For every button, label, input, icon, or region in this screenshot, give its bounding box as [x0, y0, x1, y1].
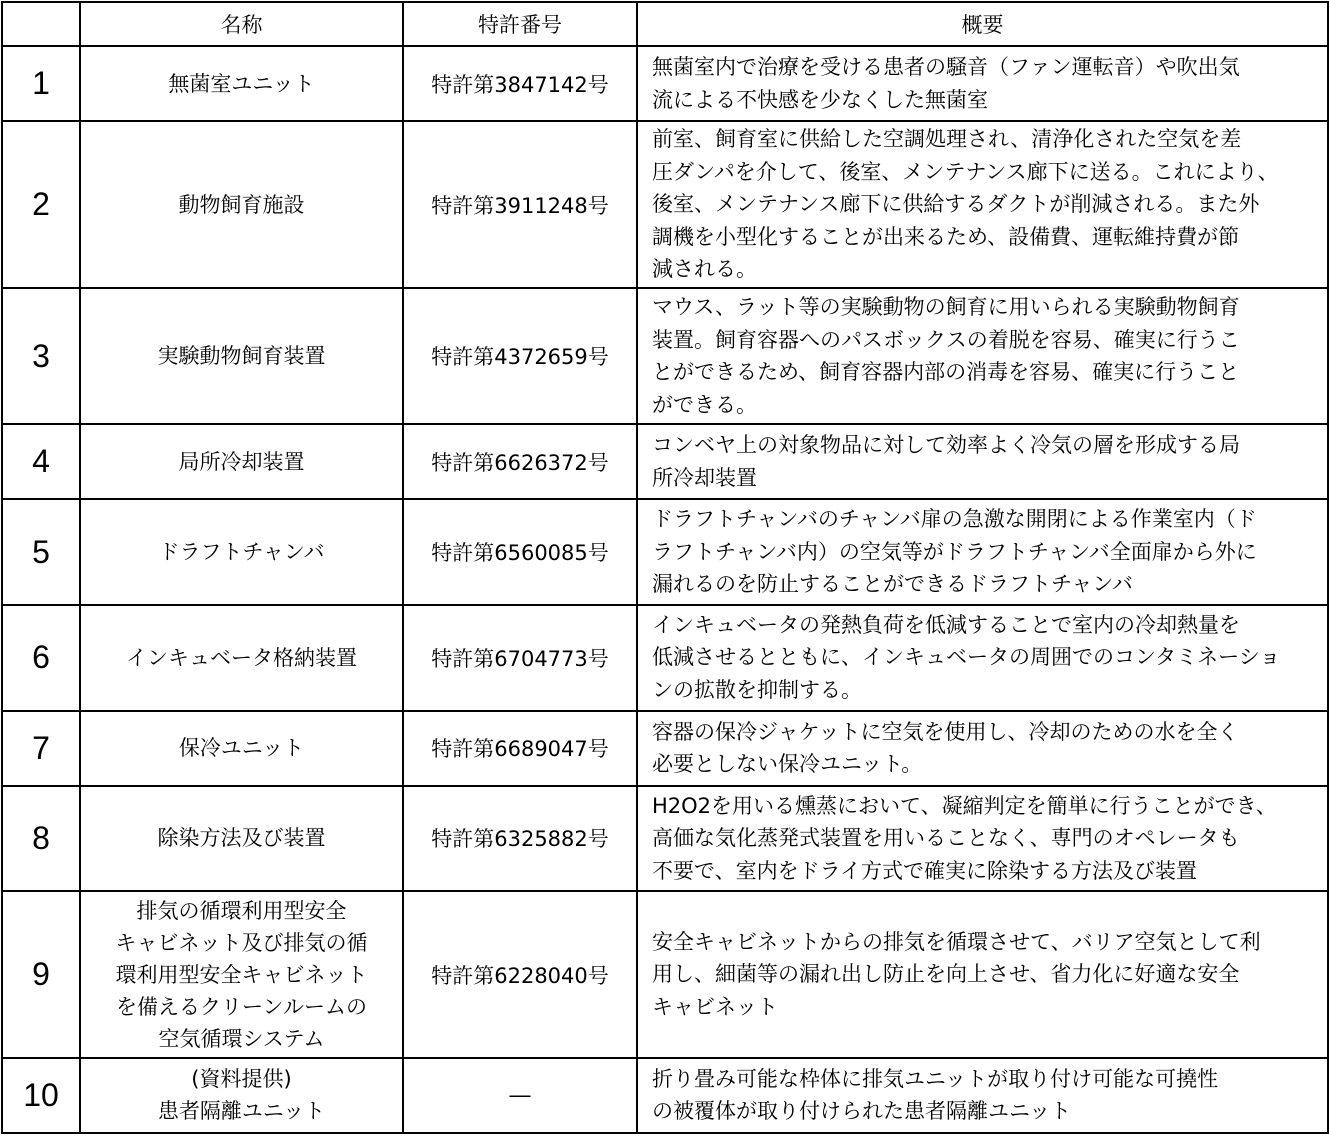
row-patent-no: ― — [403, 1058, 637, 1133]
row-number: 4 — [2, 424, 80, 499]
row-patent-no: 特許第6626372号 — [403, 424, 637, 499]
row-name: (資料提供) 患者隔離ユニット — [80, 1058, 403, 1133]
row-patent-no: 特許第3847142号 — [403, 46, 637, 121]
patent-table — [1, 1, 1329, 1134]
header-patent-no: 特許番号 — [403, 2, 637, 46]
row-number: 5 — [2, 499, 80, 605]
table-row — [2, 499, 1328, 605]
row-summary: マウス、ラット等の実験動物の飼育に用いられる実験動物飼育 装置。飼育容器へのパスボックスの着脱を容易、確実に行うこ とができるため、飼育容器内部の消毒を容易、確実に行うこと ができる。 — [637, 288, 1328, 424]
row-number: 7 — [2, 711, 80, 786]
row-summary: 無菌室内で治療を受ける患者の騒音（ファン運転音）や吹出気 流による不快感を少なくした無菌室 — [637, 46, 1328, 121]
table-row — [2, 46, 1328, 121]
row-patent-no: 特許第3911248号 — [403, 121, 637, 288]
table-row — [2, 891, 1328, 1058]
row-number: 6 — [2, 605, 80, 711]
table-row — [2, 121, 1328, 288]
row-name: ドラフトチャンバ — [80, 499, 403, 605]
row-name: 動物飼育施設 — [80, 121, 403, 288]
row-name: 局所冷却装置 — [80, 424, 403, 499]
row-name: 除染方法及び装置 — [80, 786, 403, 892]
header-summary: 概要 — [637, 2, 1328, 46]
row-summary: H2O2を用いる燻蒸において、凝縮判定を簡単に行うことができ、 高価な気化蒸発式装置を用いることなく、専門のオペレータも 不要で、室内をドライ方式で確実に除染する方法及び装置 — [637, 786, 1328, 892]
row-patent-no: 特許第6689047号 — [403, 711, 637, 786]
table-row — [2, 786, 1328, 892]
row-summary: コンベヤ上の対象物品に対して効率よく冷気の層を形成する局 所冷却装置 — [637, 424, 1328, 499]
table-row — [2, 288, 1328, 424]
row-patent-no: 特許第6560085号 — [403, 499, 637, 605]
row-number: 1 — [2, 46, 80, 121]
header-number — [2, 2, 80, 46]
row-number: 10 — [2, 1058, 80, 1133]
row-summary: 安全キャビネットからの排気を循環させて、バリア空気として利 用し、細菌等の漏れ出し防止を向上させ、省力化に好適な安全 キャビネット — [637, 891, 1328, 1058]
row-number: 2 — [2, 121, 80, 288]
row-patent-no: 特許第6228040号 — [403, 891, 637, 1058]
table-row — [2, 1058, 1328, 1133]
row-patent-no: 特許第6704773号 — [403, 605, 637, 711]
row-patent-no: 特許第6325882号 — [403, 786, 637, 892]
row-number: 8 — [2, 786, 80, 892]
table-row — [2, 424, 1328, 499]
row-name: 保冷ユニット — [80, 711, 403, 786]
row-name: 排気の循環利用型安全 キャビネット及び排気の循 環利用型安全キャビネット を備えるクリーンルームの 空気循環システム — [80, 891, 403, 1058]
table-row — [2, 711, 1328, 786]
row-number: 9 — [2, 891, 80, 1058]
row-name: 実験動物飼育装置 — [80, 288, 403, 424]
row-summary: 前室、飼育室に供給した空調処理され、清浄化された空気を差 圧ダンパを介して、後室、メンテナンス廊下に送る。これにより、 後室、メンテナンス廊下に供給するダクトが削減される。また外 調機を小型化することが出来るため、設備費、運転維持費が節 減される。 — [637, 121, 1328, 288]
row-summary: 容器の保冷ジャケットに空気を使用し、冷却のための水を全く 必要としない保冷ユニット。 — [637, 711, 1328, 786]
row-summary: 折り畳み可能な枠体に排気ユニットが取り付け可能な可撓性 の被覆体が取り付けられた患者隔離ユニット — [637, 1058, 1328, 1133]
header-row — [2, 2, 1328, 46]
table-row — [2, 605, 1328, 711]
row-summary: インキュベータの発熱負荷を低減することで室内の冷却熱量を 低減させるとともに、インキュベータの周囲でのコンタミネーショ ンの拡散を抑制する。 — [637, 605, 1328, 711]
row-number: 3 — [2, 288, 80, 424]
header-name: 名称 — [80, 2, 403, 46]
row-name: 無菌室ユニット — [80, 46, 403, 121]
row-name: インキュベータ格納装置 — [80, 605, 403, 711]
row-patent-no: 特許第4372659号 — [403, 288, 637, 424]
row-summary: ドラフトチャンバのチャンバ扉の急激な開閉による作業室内（ド ラフトチャンバ内）の空気等がドラフトチャンバ全面扉から外に 漏れるのを防止することができるドラフトチャンバ — [637, 499, 1328, 605]
